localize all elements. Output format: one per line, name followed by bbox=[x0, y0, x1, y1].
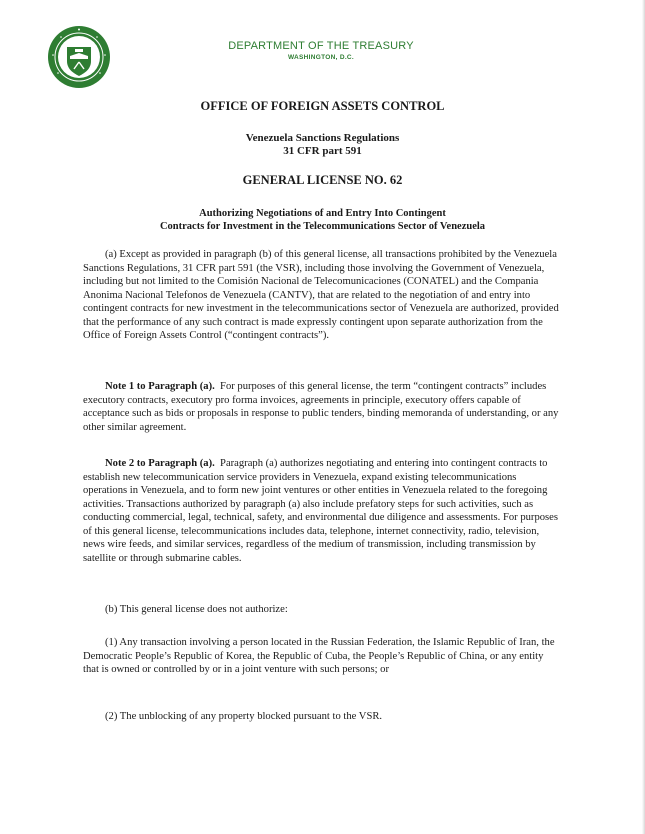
paragraph-b2 bbox=[83, 710, 561, 724]
regulations-name: Venezuela Sanctions Regulations bbox=[245, 132, 400, 144]
department-name: DEPARTMENT OF THE TREASURY bbox=[228, 40, 414, 52]
note-2-text: Paragraph (a) authorizes negotiating and entering into contingent contracts to establish new telecommunication service providers in Venezuela, expand existing telecommunications operations in Venezuela, and to form new joint ventures or other entities in Venezuela related to the foregoing activities. Transactions authorized by paragraph (a) also include prefatory steps for such activities, such as conducting commercial, legal, technical, safety, and environmental due diligence and assessments. For purposes of this general license, telecommunications includes data, telephone, internet connectivity, radio, television, news wire feeds, and similar services, regardless of the medium of transmission, including transmission by satellite or through submarine cables. bbox=[83, 458, 559, 564]
note-1-label: Note 1 to Paragraph (a). bbox=[105, 381, 215, 392]
note-1-text: For purposes of this general license, the term “contingent contracts” includes executory contracts, executory pro forma invoices, agreements in principle, executory offers capable of acceptance such as bids or proposals in response to public tenders, binding memoranda of understanding, or any other similar agreement. bbox=[83, 381, 559, 433]
license-subject bbox=[0, 207, 645, 233]
department-city: WASHINGTON, D.C. bbox=[287, 54, 355, 61]
treasury-seal-icon bbox=[47, 25, 111, 89]
paragraph-b1 bbox=[83, 636, 561, 677]
office-title: OFFICE OF FOREIGN ASSETS CONTROL bbox=[200, 99, 445, 113]
license-subject-line1: Authorizing Negotiations of and Entry Into Contingent bbox=[199, 208, 446, 219]
license-subject-line2: Contracts for Investment in the Telecommunications Sector of Venezuela bbox=[159, 221, 486, 232]
regulations-cfr: 31 CFR part 591 bbox=[283, 145, 362, 157]
paragraph-b bbox=[83, 603, 561, 617]
license-title: GENERAL LICENSE NO. 62 bbox=[242, 173, 403, 187]
paragraph-b-text: (b) This general license does not authorize: bbox=[105, 604, 288, 615]
paragraph-a bbox=[83, 248, 561, 343]
note-1 bbox=[83, 380, 561, 434]
paragraph-a-text: (a) Except as provided in paragraph (b) of this general license, all transactions prohibited by the Venezuela Sanctions Regulations, 31 CFR part 591 (the VSR), including those involving the Government of Venezuela, including but not limited to the Comisión Nacional de Telecomunicaciones (CONATEL) and the Compania Anonima Nacional Telefonos de Venezuela (CANTV), that are related to the negotiation of and entry into contingent contracts for new investment in the telecommunications sector of Venezuela are authorized, provided that the performance of any such contract is made expressly contingent upon separate authorization from the Office of Foreign Assets Control (“contingent contracts”). bbox=[83, 249, 559, 341]
note-2 bbox=[83, 457, 561, 565]
regulations-title bbox=[0, 132, 645, 158]
note-2-label: Note 2 to Paragraph (a). bbox=[105, 458, 215, 469]
paragraph-b2-text: (2) The unblocking of any property blocked pursuant to the VSR. bbox=[105, 711, 383, 722]
department-header bbox=[190, 40, 452, 61]
paragraph-b1-text: (1) Any transaction involving a person located in the Russian Federation, the Islamic Republic of Iran, the Democratic People’s Republic of Korea, the Republic of Cuba, the People’s Republic of China, or any entity that is owned or controlled by or in a joint venture with such persons; or bbox=[83, 637, 555, 675]
